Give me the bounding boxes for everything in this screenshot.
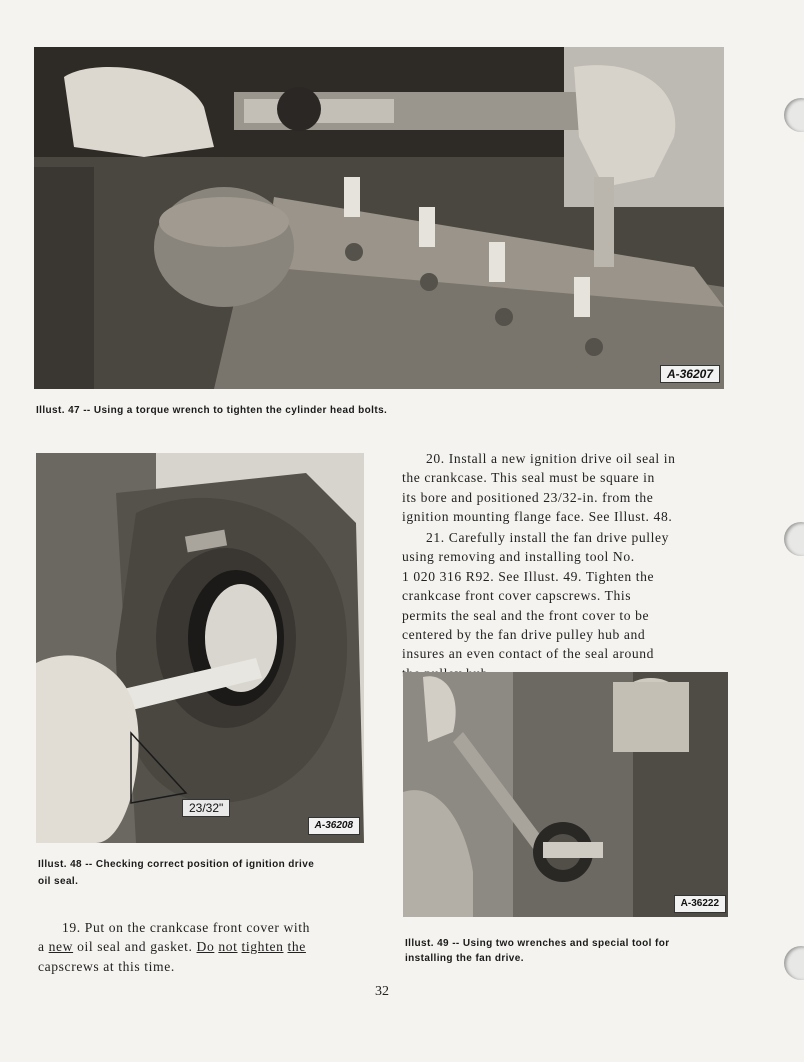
- illust-48-caption-line1: Illust. 48 -- Checking correct position of ignition drive: [38, 859, 315, 870]
- paragraph-19: [38, 918, 310, 976]
- binder-hole-top: [784, 98, 804, 132]
- fan-drive-pulley-image: [403, 672, 728, 917]
- para-19-line3: capscrews at this time.: [38, 958, 175, 974]
- illust-48-caption-line2: oil seal.: [38, 876, 79, 887]
- binder-hole-middle: [784, 522, 804, 556]
- para-21-line: crankcase front cover capscrews. This: [402, 588, 632, 604]
- para-21-line: permits the seal and the front cover to be: [402, 607, 650, 623]
- para-21-line: insures an even contact of the seal around: [402, 646, 655, 662]
- underlined-new: new: [48, 939, 74, 955]
- oil-seal-gauge-image: [36, 453, 364, 843]
- illust-47-tag: A-36207: [660, 365, 720, 383]
- illust-49-tag: A-36222: [674, 895, 726, 913]
- para-20-line: its bore and positioned 23/32-in. from the: [402, 489, 654, 505]
- para-20-line: the crankcase. This seal must be square in: [402, 470, 655, 486]
- illust-47-photo: [34, 47, 724, 389]
- measure-label: 23/32": [182, 799, 230, 817]
- illust-49-photo: [403, 672, 728, 917]
- illust-48-tag: A-36208: [308, 817, 360, 835]
- paragraph-20: [402, 449, 676, 527]
- para-21-line: using removing and installing tool No.: [402, 549, 635, 565]
- para-21-line: centered by the fan drive pulley hub and: [402, 627, 646, 643]
- page-number: 32: [375, 984, 389, 999]
- para-19-line1: 19. Put on the crankcase front cover with: [62, 920, 311, 935]
- illust-49-caption-line2: installing the fan drive.: [405, 953, 524, 964]
- paragraph-21: [402, 528, 669, 683]
- illust-47-caption: Illust. 47 -- Using a torque wrench to tighten the cylinder head bolts.: [36, 405, 388, 416]
- para-19-line2: [38, 937, 310, 956]
- binder-hole-bottom: [784, 946, 804, 980]
- underlined-tighten: tighten: [241, 939, 284, 955]
- para-20-line: ignition mounting flange face. See Illust. 48.: [402, 509, 673, 525]
- text-run: oil seal and gasket.: [73, 939, 197, 955]
- underlined-do: Do: [196, 939, 215, 955]
- illust-49-caption-line1: Illust. 49 -- Using two wrenches and special tool for: [405, 938, 670, 949]
- para-21-line: 21. Carefully install the fan drive pulley: [426, 530, 670, 545]
- para-21-line: 1 020 316 R92. See Illust. 49. Tighten the: [402, 568, 655, 584]
- text-run: a: [38, 939, 49, 955]
- underlined-the: the: [287, 939, 306, 955]
- illust-48-photo: [36, 453, 364, 843]
- engine-cylinder-head-image: [34, 47, 724, 389]
- para-20-line: 20. Install a new ignition drive oil seal in: [426, 451, 676, 466]
- underlined-not: not: [218, 939, 238, 955]
